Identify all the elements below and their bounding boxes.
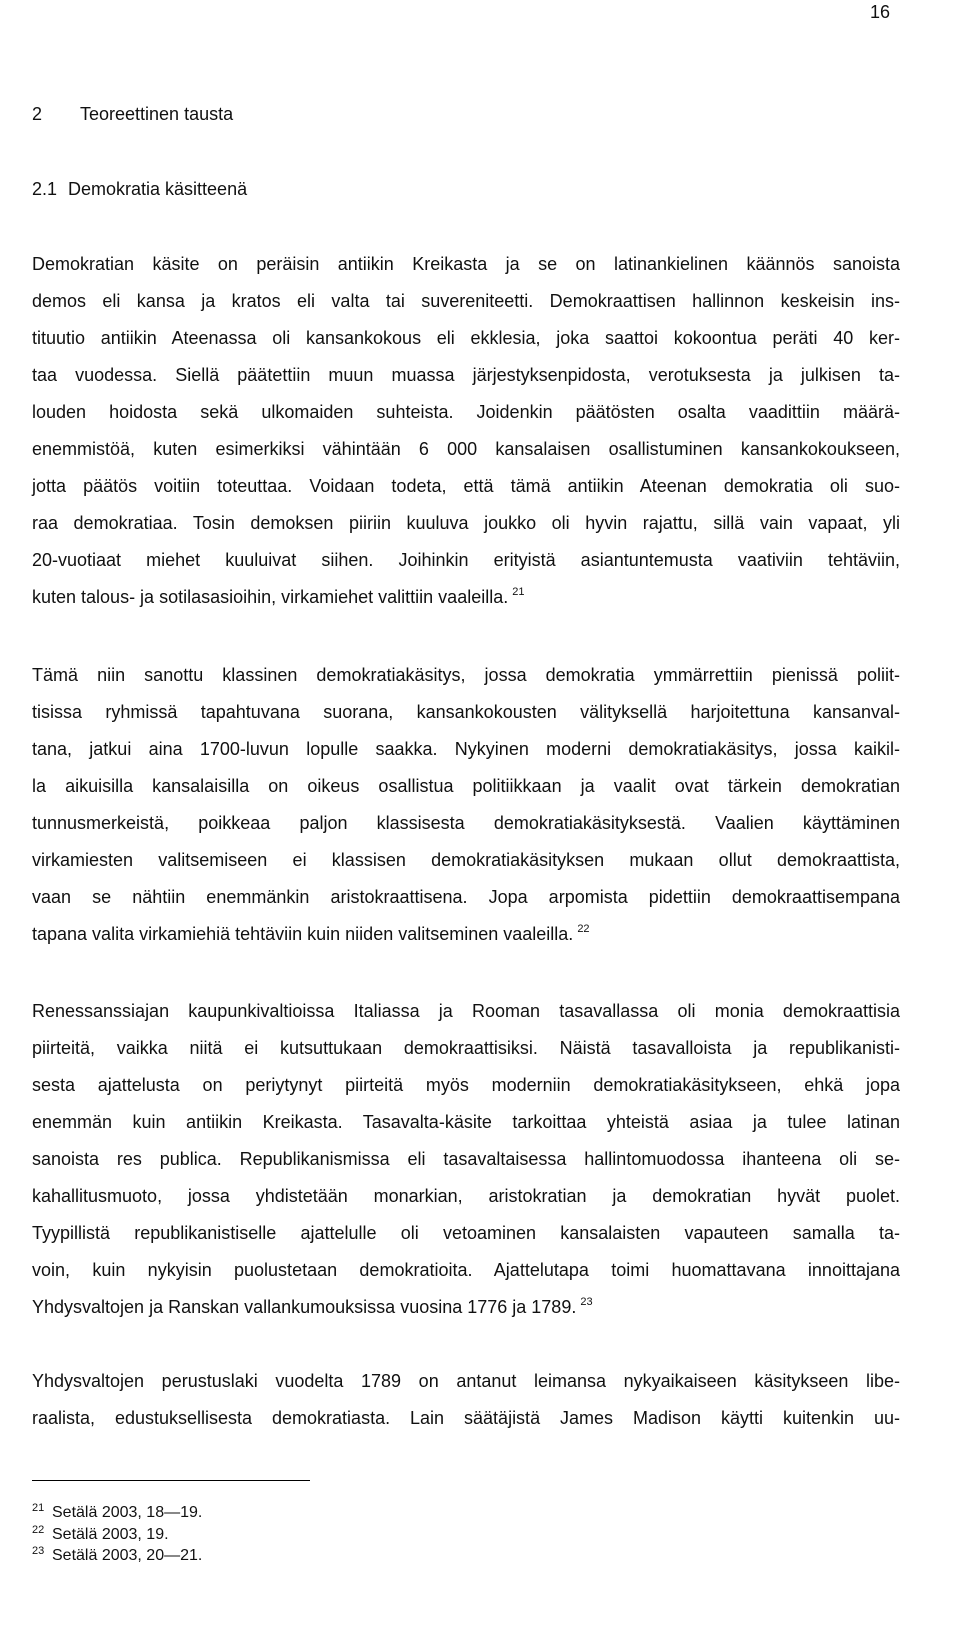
footnote-text: Setälä 2003, 18—19. [52,1504,203,1521]
text-line: sanoista res publica. Republikanismissa eli tasavaltaisessa hallintomuodossa ihanteena oli se- [32,1149,900,1169]
text-line: piirteitä, vaikka niitä ei kutsuttukaan demokraattisiksi. Näistä tasavalloista ja republikanisti- [32,1038,900,1058]
text-line: kahallitusmuoto, jossa yhdistetään monarkian, aristokratian ja demokratian hyvät puolet. [32,1186,900,1206]
text-line: sesta ajattelusta on periytynyt piirteitä myös moderniin demokratiakäsitykseen, ehkä jopa [32,1075,900,1095]
page-number: 16 [870,2,891,22]
text-line: virkamiesten valitsemiseen ei klassisen demokratiakäsityksen mukaan ollut demokraattista, [32,850,900,870]
text-line: Tämä niin sanottu klassinen demokratiakäsitys, jossa demokratia ymmärrettiin pienissä poliit- [32,665,900,685]
text-line: 20-vuotiaat miehet kuuluivat siihen. Joihinkin erityistä asiantuntemusta vaativiin tehtäviin, [32,550,900,570]
text-line: tana, jatkui aina 1700-luvun lopulle saakka. Nykyinen moderni demokratiakäsitys, jossa kaikil- [32,739,900,759]
footnote-ref-23: 23 [580,1296,593,1308]
footnote-ref-21: 21 [512,586,525,598]
text-line: tunnusmerkeistä, poikkeaa paljon klassisesta demokratiakäsityksestä. Vaalien käyttäminen [32,813,900,833]
footnote-22: $^{22}$ Setälä 2003, 19. [32,1523,169,1543]
text-line: la aikuisilla kansalaisilla on oikeus osallistua politiikkaan ja vaalit ovat tärkein demokratian [32,776,900,796]
paragraph-3 [32,993,900,1326]
footnotes [32,1502,202,1567]
text-line-content: tapana valita virkamiehiä tehtäviin kuin niiden valitseminen vaaleilla. [32,924,574,944]
text-line: Tyypillistä republikanistiselle ajattelulle oli vetoaminen kansalaisten vapauteen samalla ta- [32,1223,900,1243]
text-line [32,1289,900,1326]
footnote-23: $^{23}$ Setälä 2003, 20—21. [32,1545,203,1564]
text-line: tituutio antiikin Ateenassa oli kansankokous eli ekklesia, joka saattoi kokoontua peräti 40 ker- [32,328,900,348]
footnote-ref-22: 22 [577,923,590,935]
text-line: tisissa ryhmissä tapahtuvana suorana, kansankokousten välityksellä harjoitettuna kansanval- [32,702,900,722]
text-line: raalista, edustuksellisesta demokratiasta. Lain säätäjistä James Madison käytti kuitenkin uu- [32,1408,900,1428]
text-line: enemmistöä, kuten esimerkiksi vähintään 6 000 kansalaisen osallistuminen kansankokoukseen, [32,439,900,459]
text-line: taa vuodessa. Siellä päätettiin muun muassa järjestyksenpidosta, verotuksesta ja julkisen ta- [32,365,900,385]
text-line [32,916,900,953]
chapter-title: Teoreettinen tausta [80,104,234,124]
chapter-heading [32,96,233,133]
text-line: demos eli kansa ja kratos eli valta tai suvereniteetti. Demokraattisen hallinnon keskeisin ins- [32,291,900,311]
footnote-text: Setälä 2003, 19. [52,1525,169,1543]
text-line: Renessanssiajan kaupunkivaltioissa Italiassa ja Rooman tasavallassa oli monia demokraattisia [32,1001,900,1021]
chapter-number: 2 [32,104,43,124]
paragraph-1 [32,246,900,616]
text-line-content: Yhdysvaltojen ja Ranskan vallankumouksissa vuosina 1776 ja 1789. [32,1297,577,1317]
text-line: raa demokratiaa. Tosin demoksen piiriin kuuluva joukko oli hyvin rajattu, sillä vain vapaat, yli [32,513,900,533]
section-title: Demokratia käsitteenä [68,179,248,199]
text-line-content: kuten talous- ja sotilasasioihin, virkamiehet valittiin vaaleilla. [32,587,509,607]
text-line: voin, kuin nykyisin puolustetaan demokratioita. Ajattelutapa toimi huomattavana innoittajana [32,1260,900,1280]
paragraph-2 [32,657,900,953]
footnote-separator [32,1480,310,1481]
text-line: louden hoidosta sekä ulkomaiden suhteista. Joidenkin päätösten osalta vaadittiin määrä- [32,402,900,422]
paragraph-4 [32,1363,900,1437]
text-line: Demokratian käsite on peräisin antiikin Kreikasta ja se on latinankielinen käännös sanoista [32,254,900,274]
section-heading [32,171,247,208]
text-line [32,579,900,616]
text-line: enemmän kuin antiikin Kreikasta. Tasavalta-käsite tarkoittaa yhteistä asiaa ja tulee latinan [32,1112,900,1132]
section-number: 2.1 [32,179,58,199]
footnote-21: $^{21}$ Setälä 2003, 18—19. [32,1502,203,1521]
text-line: jotta päätös voitiin toteuttaa. Voidaan todeta, että tämä antiikin Ateenan demokratia oli suo- [32,476,900,496]
text-line: vaan se nähtiin enemmänkin aristokraattisena. Jopa arpomista pidettiin demokraattisempana [32,887,900,907]
footnote-text: Setälä 2003, 20—21. [52,1547,203,1564]
text-line: Yhdysvaltojen perustuslaki vuodelta 1789 on antanut leimansa nykyaikaiseen käsitykseen libe- [32,1371,900,1391]
